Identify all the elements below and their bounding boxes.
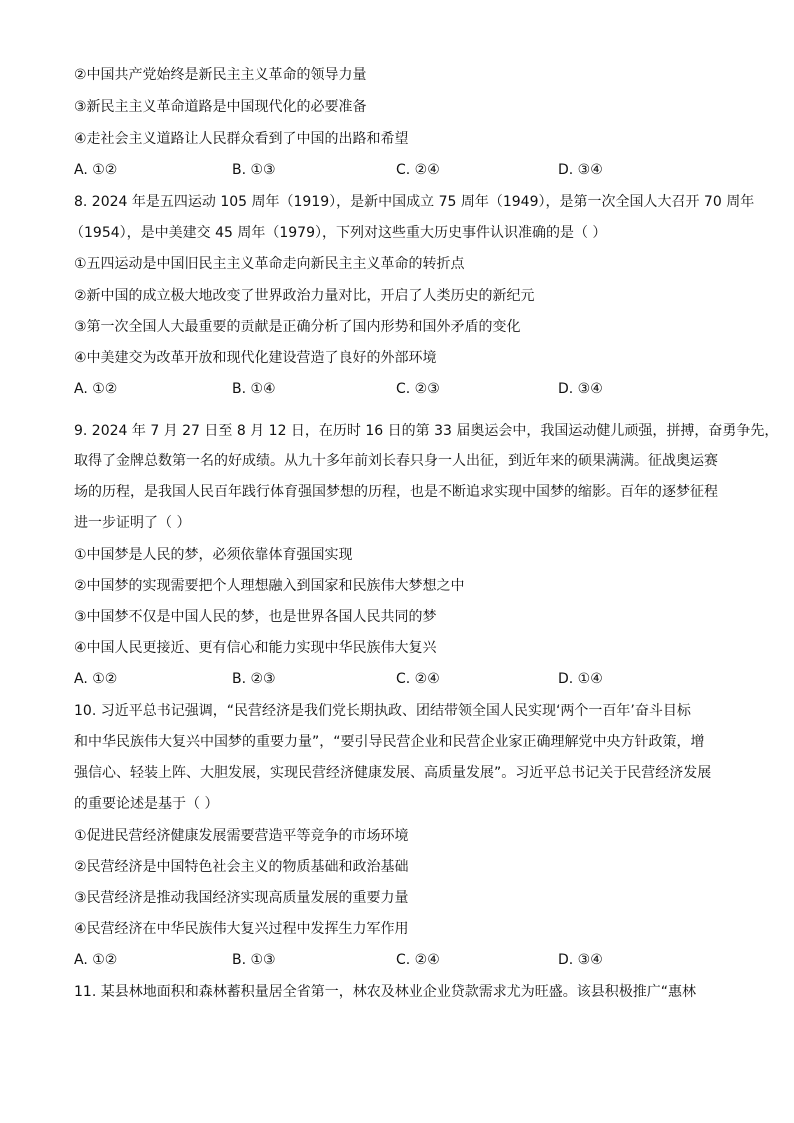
q8-stem-line-2: （1954），是中美建交 45 周年（1979），下列对这些重大历史事件认识准确的是（ ） [70,225,607,241]
q8-statement-2: ②新中国的成立极大地改变了世界政治力量对比，开启了人类历史的新纪元 [74,288,535,304]
q9-statement-3: ③中国梦不仅是中国人民的梦，也是世界各国人民共同的梦 [74,609,437,625]
q10-option-b[interactable]: B. ①③ [232,952,276,968]
q7-option-c[interactable]: C. ②④ [396,162,440,178]
q9-stem-line-2: 取得了金牌总数第一名的好成绩。从九十多年前刘长春只身一人出征，到近年来的硕果满满。征战奥运赛 [74,453,718,469]
q9-stem-line-3: 场的历程，是我国人民百年践行体育强国梦想的历程，也是不断追求实现中国梦的缩影。百年的逐梦征程 [74,484,718,500]
q10-option-a[interactable]: A. ①② [74,952,118,968]
q9-statement-4: ④中国人民更接近、更有信心和能力实现中华民族伟大复兴 [74,640,437,656]
q10-option-c[interactable]: C. ②④ [396,952,440,968]
q9-stem-line-4: 进一步证明了（ ） [74,515,191,531]
q9-option-a[interactable]: A. ①② [74,671,118,687]
q7-option-a[interactable]: A. ①② [74,162,118,178]
q8-option-a[interactable]: A. ①② [74,381,118,397]
q9-option-b[interactable]: B. ②③ [232,671,276,687]
q9-option-c[interactable]: C. ②④ [396,671,440,687]
q9-stem-line-1: 9. 2024 年 7 月 27 日至 8 月 12 日，在历时 16 日的第 33 届奥运会中，我国运动健儿顽强，拼搏，奋勇争先， [74,423,779,439]
q7-option-b[interactable]: B. ①③ [232,162,276,178]
q7-statement-4: ④走社会主义道路让人民群众看到了中国的出路和希望 [74,131,409,147]
q10-stem-line-3: 强信心、轻装上阵、大胆发展，实现民营经济健康发展、高质量发展”。习近平总书记关于民营经济发展 [74,765,712,781]
q8-statement-3: ③第一次全国人大最重要的贡献是正确分析了国内形势和国外矛盾的变化 [74,319,521,335]
q7-statement-2: ②中国共产党始终是新民主主义革命的领导力量 [74,67,367,83]
q9-statement-1: ①中国梦是人民的梦，必须依靠体育强国实现 [74,547,353,563]
q11-stem-line-1: 11. 某县林地面积和森林蓄积量居全省第一，林农及林业企业贷款需求尤为旺盛。该县积极推广“惠林 [74,984,696,1000]
q10-statement-3: ③民营经济是推动我国经济实现高质量发展的重要力量 [74,890,409,906]
q8-statement-1: ①五四运动是中国旧民主主义革命走向新民主主义革命的转折点 [74,256,465,272]
q7-statement-3: ③新民主主义革命道路是中国现代化的必要准备 [74,99,367,115]
q7-option-d[interactable]: D. ③④ [558,162,603,178]
q10-statement-2: ②民营经济是中国特色社会主义的物质基础和政治基础 [74,859,409,875]
q8-option-d[interactable]: D. ③④ [558,381,603,397]
q8-statement-4: ④中美建交为改革开放和现代化建设营造了良好的外部环境 [74,350,437,366]
q9-option-d[interactable]: D. ①④ [558,671,603,687]
q8-option-b[interactable]: B. ①④ [232,381,276,397]
q10-stem-line-1: 10. 习近平总书记强调，“民营经济是我们党长期执政、团结带领全国人民实现‘两个一百年’奋斗目标 [74,703,691,719]
q8-stem-line-1: 8. 2024 年是五四运动 105 周年（1919），是新中国成立 75 周年（1949），是第一次全国人大召开 70 周年 [74,194,755,210]
q10-stem-line-4: 的重要论述是基于（ ） [74,796,219,812]
q8-option-c[interactable]: C. ②③ [396,381,440,397]
q10-statement-4: ④民营经济在中华民族伟大复兴过程中发挥生力军作用 [74,921,409,937]
q10-option-d[interactable]: D. ③④ [558,952,603,968]
q10-stem-line-2: 和中华民族伟大复兴中国梦的重要力量”，“要引导民营企业和民营企业家正确理解党中央方针政策，增 [74,734,705,750]
q9-statement-2: ②中国梦的实现需要把个人理想融入到国家和民族伟大梦想之中 [74,578,465,594]
q10-statement-1: ①促进民营经济健康发展需要营造平等竞争的市场环境 [74,828,409,844]
